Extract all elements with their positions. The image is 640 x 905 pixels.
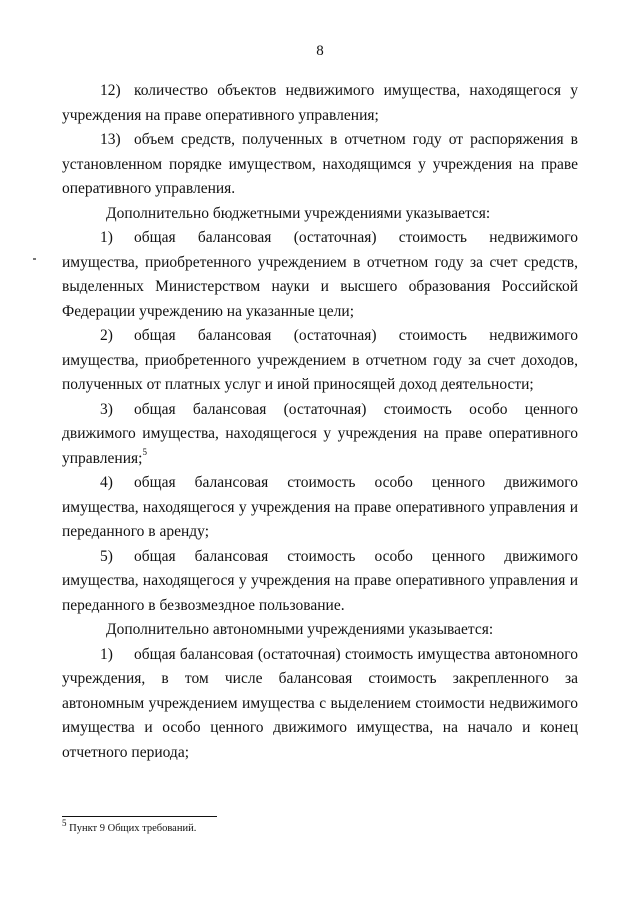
item-text: объем средств, полученных в отчетном году от распоряжения в установленном порядке имуществом, находящимся у учреждения на праве оперативного управления. bbox=[62, 131, 578, 197]
footnote-reference: 5 bbox=[142, 447, 147, 458]
item-text: общая балансовая стоимость особо ценного движимого имущества, находящегося у учреждения на праве оперативного управления и переданного в безвозмездное пользование. bbox=[62, 547, 578, 614]
autonomous-institutions-heading: Дополнительно автономными учреждениями указывается: bbox=[106, 621, 494, 638]
item-number: 3) bbox=[100, 400, 113, 418]
list-item-budget-5 bbox=[62, 545, 578, 619]
item-number: 4) bbox=[100, 474, 113, 491]
item-text: количество объектов недвижимого имущества, находящегося у учреждения на праве оперативного управления; bbox=[62, 82, 578, 124]
item-number: 5) bbox=[100, 547, 113, 565]
list-item-budget-1 bbox=[62, 226, 578, 324]
footnote-divider bbox=[62, 816, 217, 817]
item-number: 1) bbox=[100, 229, 113, 246]
list-item-autonomous-1 bbox=[62, 643, 578, 766]
list-item-budget-4 bbox=[62, 471, 578, 545]
item-number: 2) bbox=[100, 327, 113, 344]
item-text: общая балансовая (остаточная) стоимость недвижимого имущества, приобретенного учреждением в отчетном году за счет средств, выделенных Министерством науки и высшего образования Российской Федерации учреждению на указанные цели; bbox=[62, 229, 578, 320]
list-item-budget-3 bbox=[62, 398, 578, 472]
item-number: 1) bbox=[100, 645, 113, 663]
list-item-12 bbox=[62, 79, 578, 128]
list-item-13 bbox=[62, 128, 578, 202]
page-number: 8 bbox=[316, 43, 324, 59]
scan-artifact bbox=[33, 258, 36, 260]
list-item-budget-2 bbox=[62, 324, 578, 398]
item-text: общая балансовая (остаточная) стоимость недвижимого имущества, приобретенного учреждением в отчетном году за счет доходов, полученных от платных услуг и иной приносящей доход деятельности; bbox=[62, 327, 578, 393]
footnote-text: Пункт 9 Общих требований. bbox=[69, 823, 197, 834]
item-text: общая балансовая стоимость особо ценного движимого имущества, находящегося у учреждения на праве оперативного управления и переданного в аренду; bbox=[62, 474, 578, 540]
item-number: 13) bbox=[100, 131, 121, 148]
budget-institutions-heading: Дополнительно бюджетными учреждениями указывается: bbox=[106, 204, 491, 222]
item-text: общая балансовая (остаточная) стоимость особо ценного движимого имущества, находящегося у учреждения на праве оперативного управления; bbox=[62, 400, 578, 467]
footnote-marker: 5 bbox=[62, 817, 67, 828]
footnote bbox=[62, 817, 197, 835]
item-text: общая балансовая (остаточная) стоимость имущества автономного учреждения, в том числе балансовая стоимость закрепленного за автономным учреждением имущества с выделением стоимости недвижимого имущества и особо ценного движимого имущества, на начало и конец отчетного периода; bbox=[62, 645, 578, 761]
item-number: 12) bbox=[100, 82, 121, 99]
document-body bbox=[62, 79, 578, 765]
